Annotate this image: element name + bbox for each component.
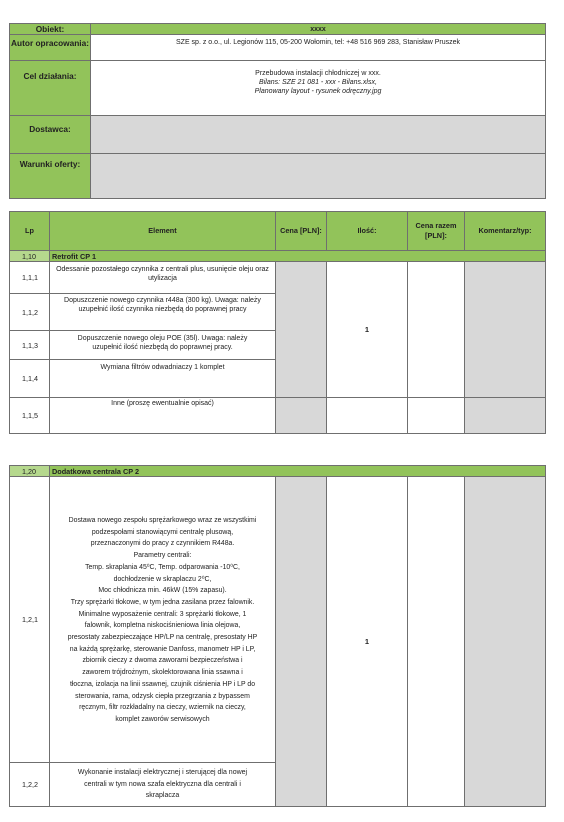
section2-lp: 1,20 bbox=[9, 465, 50, 477]
dostawca-label: Dostawca: bbox=[9, 115, 91, 154]
table-row-lp: 1,1,5 bbox=[9, 397, 50, 434]
element-text-line: zaworem trójdrożnym, skolektorowana linia ssawna i bbox=[82, 669, 243, 677]
element-text-line: przeznaczonymi do pracy z czynnikiem R448a. bbox=[90, 540, 235, 548]
element-text-line: Wykonanie instalacji elektrycznej i sterującej dla nowej bbox=[77, 769, 248, 776]
section1-title: Retrofit CP 1 bbox=[49, 250, 546, 262]
warunki-value[interactable] bbox=[90, 153, 546, 199]
element-text-line: falownik, kompletna niskociśnieniowa linia olejowa, bbox=[84, 622, 241, 630]
cel-line-1: Przebudowa instalacji chłodniczej w xxx. bbox=[255, 70, 381, 77]
autor-label: Autor opracowania: bbox=[9, 34, 91, 61]
element-text-line: dochłodzenie w skraplaczu 2⁰C, bbox=[113, 575, 212, 583]
col-header-lp: Lp bbox=[9, 211, 50, 251]
section1-row5-komentarz-input[interactable] bbox=[464, 397, 546, 434]
section2-cena-razem bbox=[407, 476, 465, 807]
element-text-line: Dostawa nowego zespołu sprężarkowego wraz ze wszystkimi bbox=[68, 517, 257, 524]
table-row-lp: 1,1,2 bbox=[9, 293, 50, 331]
table-row-lp: 1,1,4 bbox=[9, 359, 50, 398]
element-text-line: Moc chłodnicza min. 46kW (15% zapasu). bbox=[98, 587, 227, 595]
element-text-line: Minimalne wyposażenie centrali: 3 sprężarki tłokowe, 1 bbox=[78, 610, 247, 618]
obiekt-value: xxxx bbox=[90, 23, 546, 35]
element-text-line: tłoczna, izolacja na linii ssawnej, czujnik ciśnienia HP i LP do bbox=[69, 680, 256, 688]
warunki-label: Warunki oferty: bbox=[9, 153, 91, 199]
col-header-cena: Cena [PLN]: bbox=[275, 211, 327, 251]
section1-cena-razem bbox=[407, 261, 465, 398]
table-row-element bbox=[49, 476, 276, 763]
element-text-line: ręcznym, filtr rozkładalny na cieczy, wziernik na cieczy, bbox=[79, 704, 246, 712]
element-text-line: skraplacza bbox=[145, 792, 180, 799]
section1-komentarz-input[interactable] bbox=[464, 261, 546, 398]
element-text-line: podzespołami stanowiącymi centralę plusową, bbox=[91, 528, 234, 536]
section2-cena-input[interactable] bbox=[275, 476, 327, 807]
dostawca-value[interactable] bbox=[90, 115, 546, 154]
cel-label: Cel działania: bbox=[9, 60, 91, 116]
table-row-element: Odessanie pozostałego czynnika z centrali plus, usunięcie oleju oraz utylizacja bbox=[49, 261, 276, 294]
table-row-lp: 1,2,1 bbox=[9, 476, 50, 763]
element-text-line: Temp. skraplania 45⁰C, Temp. odparowania -10⁰C, bbox=[85, 563, 240, 571]
section1-row5-ilosc[interactable] bbox=[326, 397, 408, 434]
element-text-line: zbiornik cieczy z dwoma zaworami bezpieczeństwa i bbox=[82, 657, 243, 665]
table-row-lp: 1,1,3 bbox=[9, 330, 50, 360]
section2-title: Dodatkowa centrala CP 2 bbox=[49, 465, 546, 477]
col-header-element: Element bbox=[49, 211, 276, 251]
element-text-line: Trzy sprężarki tłokowe, w tym jedna zasilana przez falownik. bbox=[70, 598, 255, 606]
col-header-komentarz: Komentarz/typ: bbox=[464, 211, 546, 251]
section1-cena-input[interactable] bbox=[275, 261, 327, 398]
col-header-cena-razem: Cena razem [PLN]: bbox=[407, 211, 465, 251]
element-text-line: centrali w tym nowa szafa elektryczna dla centrali i bbox=[84, 780, 241, 788]
table-row-lp: 1,1,1 bbox=[9, 261, 50, 294]
table-row-element: Wymiana filtrów odwadniaczy 1 komplet bbox=[49, 359, 276, 398]
table-row-element: Dopuszczenie nowego czynnika r448a (300 kg). Uwaga: należy uzupełnić ilość czynnika niezbędą do poprawnej pracy bbox=[49, 293, 276, 331]
section1-ilosc: 1 bbox=[326, 261, 408, 398]
section1-row5-cena-razem bbox=[407, 397, 465, 434]
table-row-lp: 1,2,2 bbox=[9, 762, 50, 807]
cel-line-3: Planowany layout - rysunek odręczny.jpg bbox=[254, 88, 382, 95]
element-text-line: presostaty zabezpieczające HP/LP na centralę, presostaty HP bbox=[67, 634, 258, 642]
element-text-line: sterowania, rama, odzysk ciepła przegrzania z bypassem bbox=[75, 692, 250, 700]
section2-ilosc: 1 bbox=[326, 476, 408, 807]
table-row-element: Inne (proszę ewentualnie opisać) bbox=[49, 397, 276, 434]
cel-line-2: Bilans: SZE 21 081 - xxx - Bilans.xlsx, bbox=[259, 79, 377, 86]
element-text-line: Parametry centrali: bbox=[133, 552, 192, 560]
section1-row5-cena-input[interactable] bbox=[275, 397, 327, 434]
table-row-element bbox=[49, 762, 276, 807]
element-text-line: komplet zaworów serwisowych bbox=[115, 715, 210, 723]
cel-value bbox=[90, 60, 546, 116]
section1-lp: 1,10 bbox=[9, 250, 50, 262]
element-text-line: na każdą sprężarkę, sterowanie Danfoss, manometr HP i LP, bbox=[69, 645, 256, 653]
section2-komentarz-input[interactable] bbox=[464, 476, 546, 807]
autor-value: SZE sp. z o.o., ul. Legionów 115, 05-200 Wołomin, tel: +48 516 969 283, Stanisław Pruszek bbox=[90, 34, 546, 61]
col-header-ilosc: Ilość: bbox=[326, 211, 408, 251]
obiekt-label: Obiekt: bbox=[9, 23, 91, 35]
table-row-element: Dopuszczenie nowego oleju POE (35l). Uwaga: należy uzupełnić ilość niezbędą do poprawnej pracy. bbox=[49, 330, 276, 360]
